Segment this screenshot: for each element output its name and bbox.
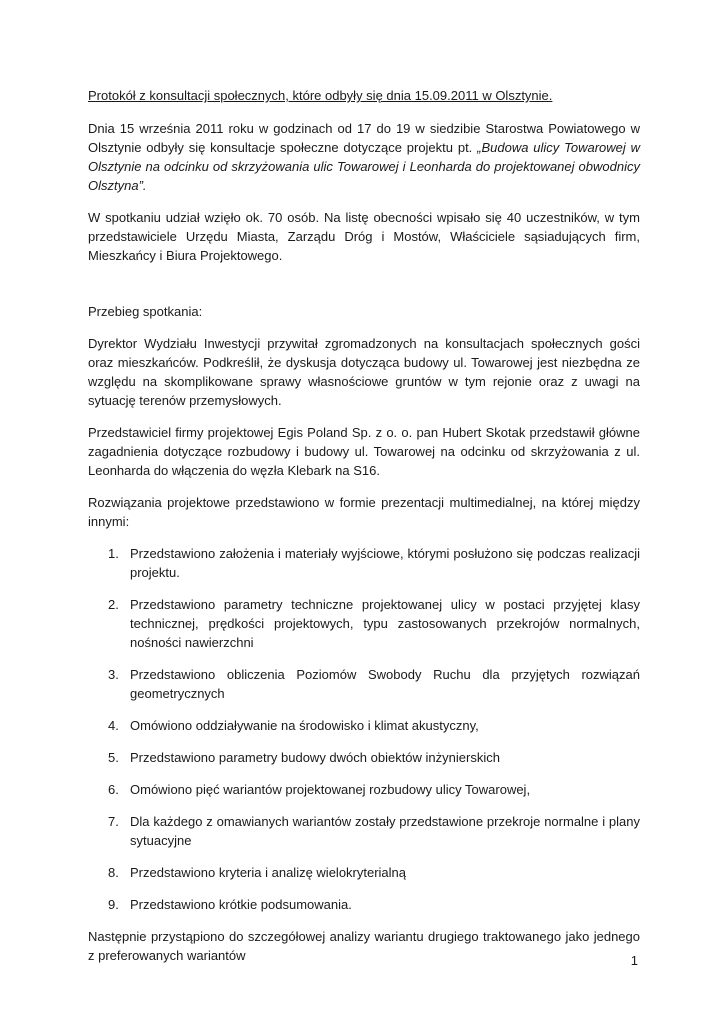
paragraph-welcome: Dyrektor Wydziału Inwestycji przywitał zgromadzonych na konsultacjach społecznych gości oraz mieszkańców. Podkreślił, że dyskusja dotycząca budowy ul. Towarowej jest niezbędna ze względu na skomplikowane sprawy własnościowe gruntów w tym rejonie oraz z uwagi na sytuację terenów przemysłowych.	[88, 336, 640, 408]
document-body	[88, 86, 640, 978]
list-number: 6.	[108, 782, 119, 797]
list-item	[88, 863, 640, 882]
list-text: Przedstawiono krótkie podsumowania.	[130, 897, 352, 912]
list-number: 1.	[108, 546, 119, 561]
closing-paragraph: Następnie przystąpiono do szczegółowej analizy wariantu drugiego traktowanego jako jednego z preferowanych wariantów	[88, 929, 640, 963]
intro-paragraph-1	[88, 119, 640, 195]
list-number: 5.	[108, 750, 119, 765]
list-item	[88, 544, 640, 582]
intro-text: Dnia 15 września 2011 roku w godzinach od 17 do 19 w siedzibie Starostwa Powiatowego w Olsztynie odbyły się konsultacje społeczne dotyczące projektu pt.	[88, 121, 640, 155]
list-text: Przedstawiono parametry budowy dwóch obiektów inżynierskich	[130, 750, 500, 765]
list-text: Przedstawiono kryteria i analizę wielokryterialną	[130, 865, 407, 880]
list-text: Przedstawiono założenia i materiały wyjściowe, którymi posłużono się podczas realizacji projektu.	[130, 546, 640, 580]
list-number: 2.	[108, 597, 119, 612]
list-item	[88, 895, 640, 914]
presentation-list	[88, 544, 640, 914]
list-item	[88, 780, 640, 799]
paragraph-designer: Przedstawiciel firmy projektowej Egis Poland Sp. z o. o. pan Hubert Skotak przedstawił główne zagadnienia dotyczące rozbudowy i budowy ul. Towarowej na odcinku od skrzyżowania z ul. Leonharda do włączenia do węzła Klebark na S16.	[88, 425, 640, 478]
list-number: 9.	[108, 897, 119, 912]
list-number: 3.	[108, 667, 119, 682]
paragraph-presentation: Rozwiązania projektowe przedstawiono w formie prezentacji multimedialnej, na której między innymi:	[88, 495, 640, 529]
list-text: Przedstawiono parametry techniczne projektowanej ulicy w postaci przyjętej klasy technicznej, prędkości projektowych, typu zastosowanych przekrojów normalnych, nośności nawierzchni	[130, 597, 640, 650]
list-item	[88, 595, 640, 652]
list-number: 4.	[108, 718, 119, 733]
section-heading: Przebieg spotkania:	[88, 304, 203, 319]
list-item	[88, 665, 640, 703]
list-text: Omówiono pięć wariantów projektowanej rozbudowy ulicy Towarowej,	[130, 782, 531, 797]
list-item	[88, 748, 640, 767]
list-text: Omówiono oddziaływanie na środowisko i klimat akustyczny,	[130, 718, 479, 733]
list-text: Przedstawiono obliczenia Poziomów Swobody Ruchu dla przyjętych rozwiązań geometrycznych	[130, 667, 640, 701]
list-item	[88, 812, 640, 850]
list-item	[88, 716, 640, 735]
list-text: Dla każdego z omawianych wariantów zostały przedstawione przekroje normalne i plany sytuacyjne	[130, 814, 640, 848]
intro-paragraph-2: W spotkaniu udział wzięło ok. 70 osób. Na listę obecności wpisało się 40 uczestników, w tym przedstawiciele Urzędu Miasta, Zarządu Dróg i Mostów, Właściciele sąsiadujących firm, Mieszkańcy i Biura Projektowego.	[88, 210, 640, 263]
document-title: Protokół z konsultacji społecznych, które odbyły się dnia 15.09.2011 w Olsztynie.	[88, 88, 553, 103]
page-number: 1	[630, 953, 638, 968]
project-title: „Budowa ulicy Towarowej w Olsztynie na odcinku od skrzyżowania ulic Towarowej i Leonharda do projektowanej obwodnicy Olsztyna”.	[88, 140, 640, 193]
list-number: 8.	[108, 865, 119, 880]
list-number: 7.	[108, 814, 119, 829]
